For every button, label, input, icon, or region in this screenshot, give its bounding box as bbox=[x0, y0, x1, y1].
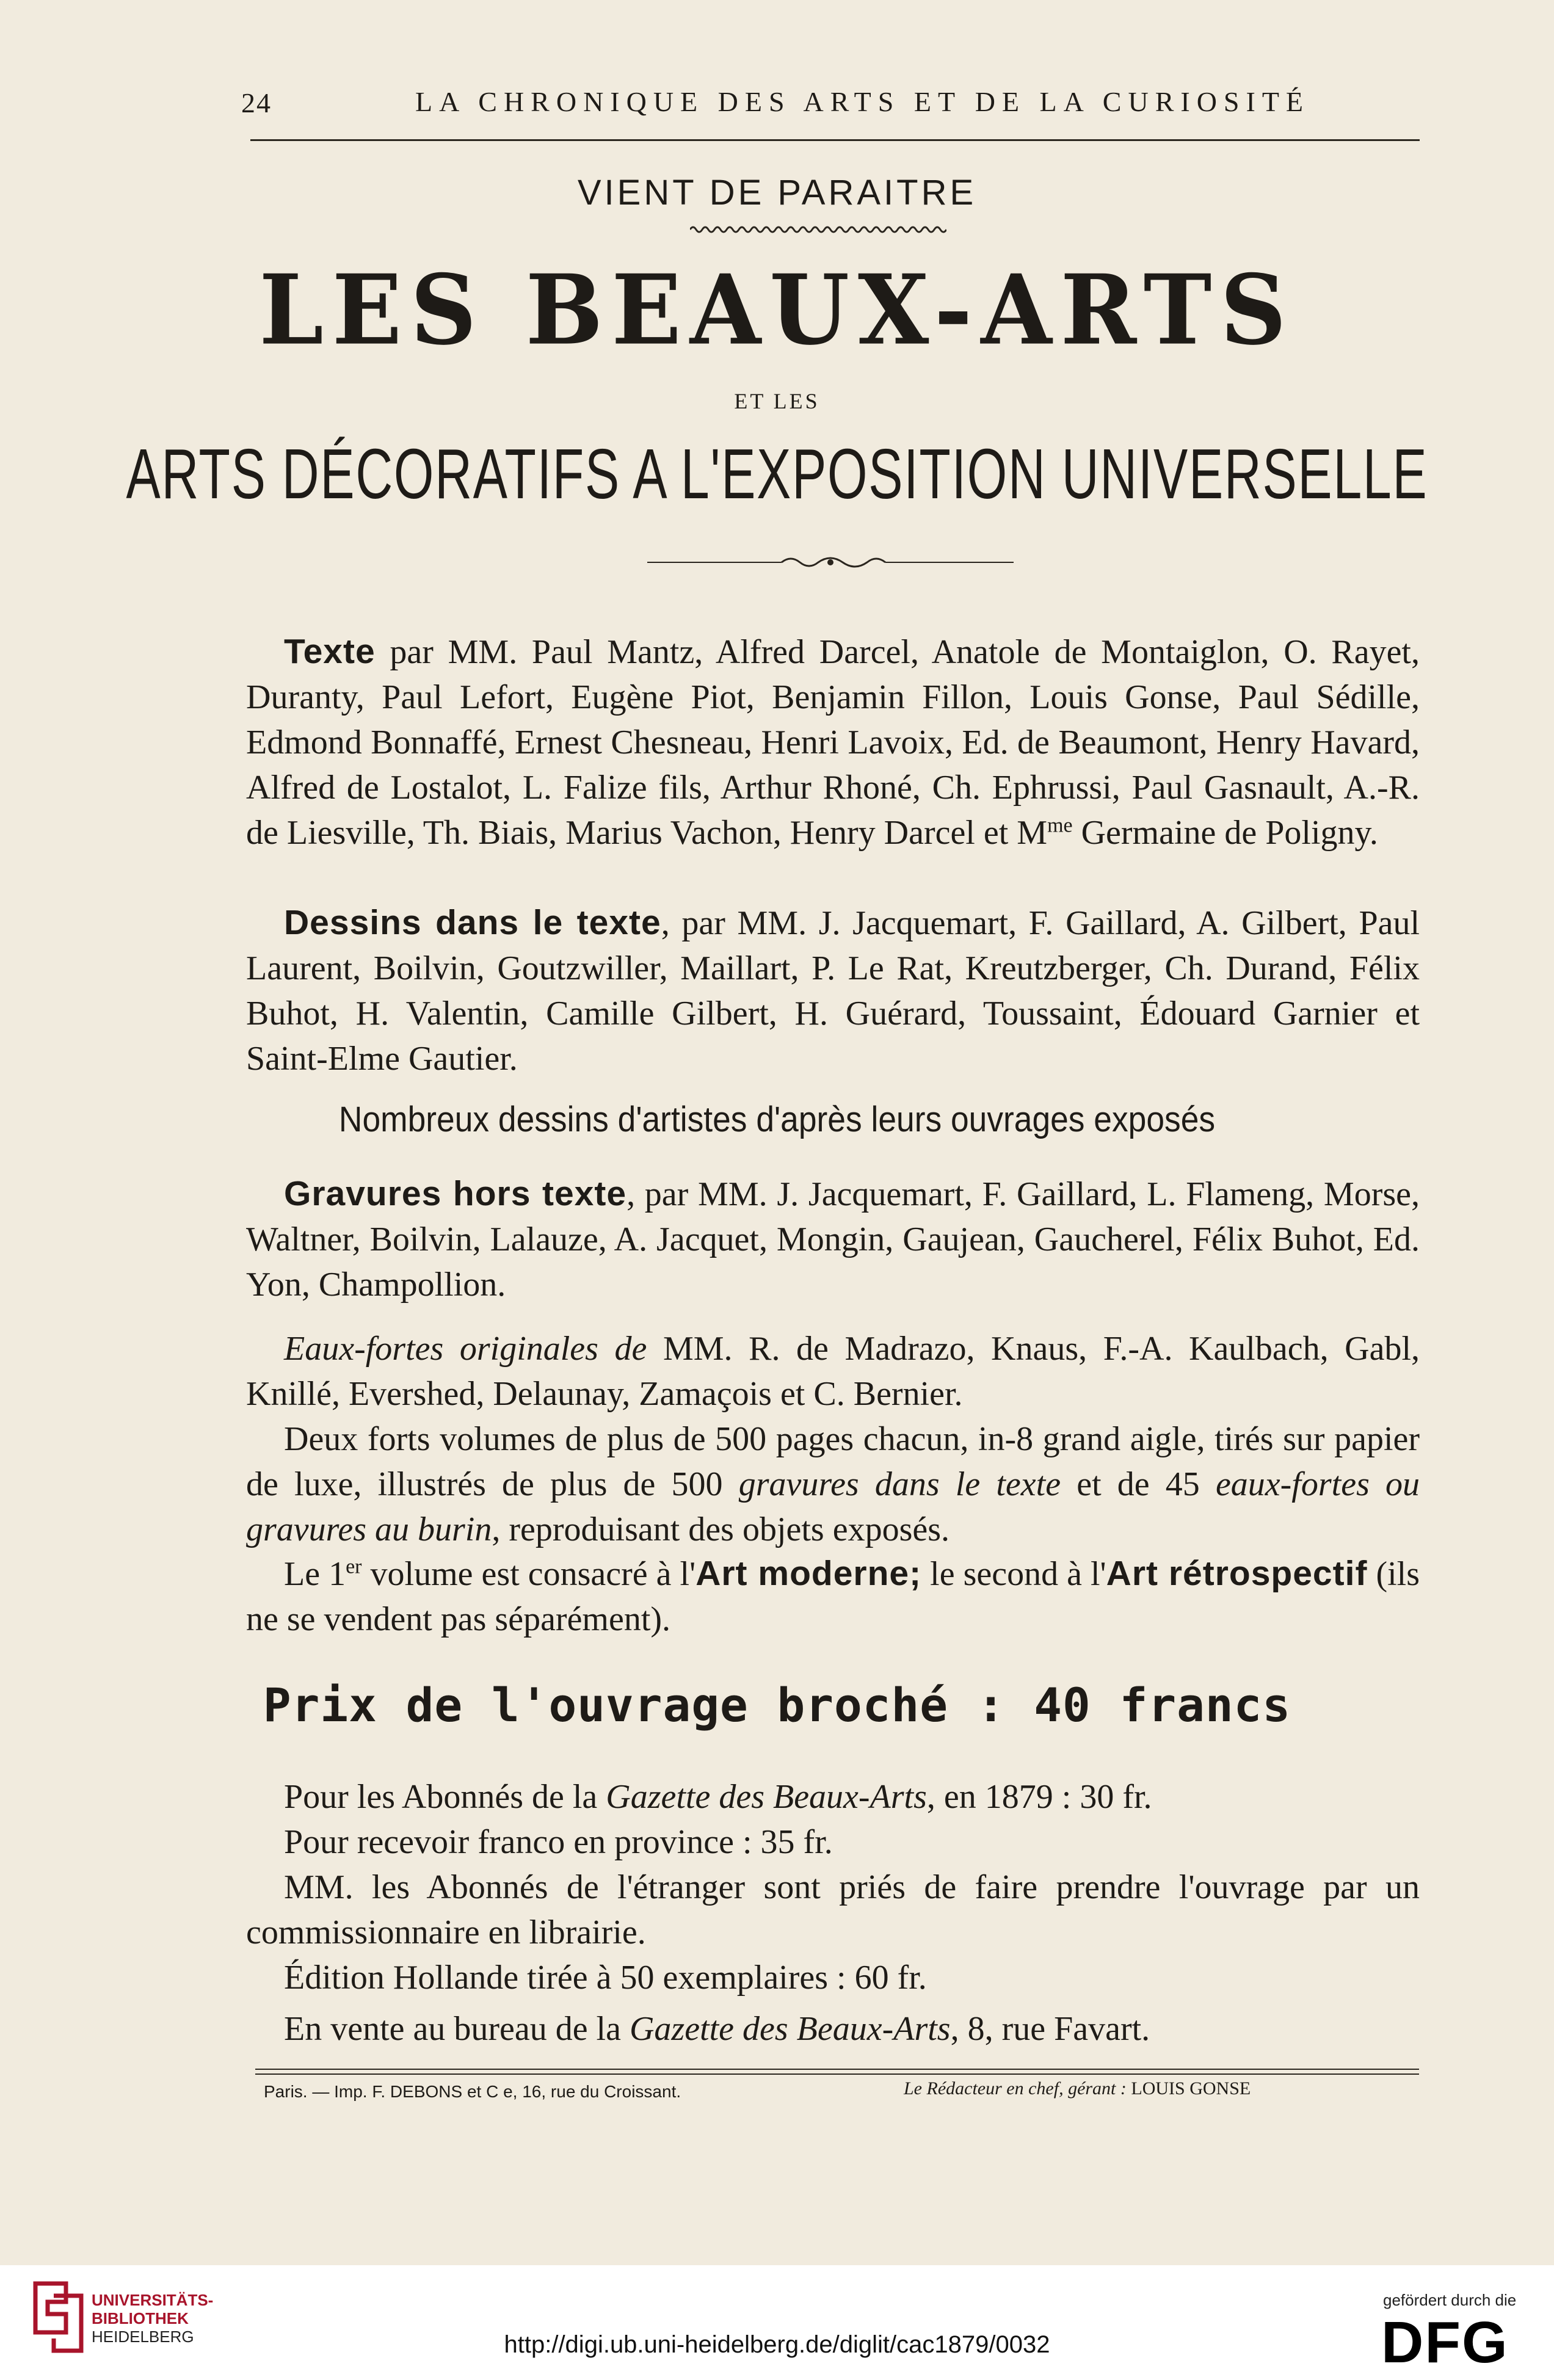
library-name-line-3: HEIDELBERG bbox=[92, 2327, 194, 2346]
texte-tail: Germaine de Poligny. bbox=[1072, 814, 1378, 852]
imprint-rule-bottom bbox=[255, 2073, 1419, 2075]
volumes-text-3: , reproduisant des objets exposés. bbox=[492, 1511, 950, 1548]
editor-name: LOUIS GONSE bbox=[1131, 2078, 1251, 2099]
texte-body: par MM. Paul Mantz, Alfred Darcel, Anatole de Montaiglon, O. Rayet, Duranty, Paul Lefort, Eugène Piot, Benjamin Fillon, Louis Gonse, Paul Sédille, Edmond Bonnaffé, Ernest Chesneau, Henri Lavoix, Ed. de Beaumont, Henry Havard, Alfred de Lostalot, L. Falize fils, Arthur Rhoné, Ch. Ephrussi, Paul Gasnault, A.-R. de Liesville, Th. Biais, Marius Vachon, Henry Darcel et M bbox=[246, 633, 1420, 852]
header-rule bbox=[250, 139, 1420, 141]
consacre-text-4: (ils ne se vendent pas séparément). bbox=[246, 1555, 1420, 1638]
funding-note: gefördert durch die bbox=[1383, 2291, 1517, 2309]
eaux-fortes-paragraph bbox=[246, 1326, 1420, 1417]
pricing-vente bbox=[246, 2006, 1420, 2052]
volumes-italic-1: gravures dans le texte bbox=[738, 1465, 1061, 1503]
editor-role: Le Rédacteur en chef, gérant : bbox=[904, 2078, 1131, 2099]
wavy-ornament bbox=[690, 223, 946, 236]
printer-imprint: Paris. — Imp. F. DEBONS et C e, 16, rue du Croissant. bbox=[264, 2082, 681, 2101]
footer-band bbox=[0, 2265, 1554, 2380]
art-retrospectif: Art rétrospectif bbox=[1106, 1554, 1368, 1593]
etranger-text: MM. les Abonnés de l'étranger sont priés de faire prendre l'ouvrage par un commissionnaire en librairie. bbox=[246, 1868, 1420, 1951]
vente-gazette: Gazette des Beaux-Arts bbox=[629, 2010, 951, 2048]
gravures-paragraph bbox=[246, 1171, 1420, 1307]
texte-sup: me bbox=[1047, 814, 1073, 837]
pricing-etranger bbox=[246, 1865, 1420, 1955]
hollande-text: Édition Hollande tirée à 50 exemplaires : 60 fr. bbox=[284, 1959, 927, 1997]
library-name-line-2: BIBLIOTHEK bbox=[92, 2309, 189, 2327]
flourish-ornament bbox=[647, 553, 1014, 571]
consacre-text-2: volume est consacré à l' bbox=[361, 1555, 696, 1593]
consacre-text-3: le second à l' bbox=[921, 1555, 1106, 1593]
dessins-label: Dessins dans le texte bbox=[284, 903, 661, 942]
gravures-body: , par MM. J. Jacquemart, F. Gaillard, L. Flameng, Morse, Waltner, Boilvin, Lalauze, A. Jacquet, Mongin, Gaujean, Gaucherel, Félix Buhot, Ed. Yon, Champollion. bbox=[246, 1175, 1420, 1304]
consacre-text-1: Le 1 bbox=[284, 1555, 346, 1593]
abonnes-price: , en 1879 : 30 fr. bbox=[926, 1778, 1152, 1816]
abonnes-gazette: Gazette des Beaux-Arts bbox=[606, 1778, 927, 1816]
dfg-logo: DFG bbox=[1381, 2310, 1509, 2375]
journal-title: LA CHRONIQUE DES ARTS ET DE LA CURIOSITÉ bbox=[415, 86, 1310, 117]
dessins-paragraph bbox=[246, 900, 1420, 1081]
subtitle: ARTS DÉCORATIFS A L'EXPOSITION UNIVERSELLE bbox=[126, 434, 1428, 513]
pricing-province bbox=[246, 1819, 1420, 1865]
imprint-rule-top bbox=[255, 2069, 1419, 2070]
pricing-hollande bbox=[246, 1955, 1420, 2000]
abonnes-text: Pour les Abonnés de la bbox=[284, 1778, 606, 1816]
permalink-url[interactable]: http://digi.ub.uni-heidelberg.de/diglit/cac1879/0032 bbox=[504, 2331, 1050, 2358]
eaux-fortes-label: Eaux-fortes originales de bbox=[284, 1330, 647, 1368]
art-moderne: Art moderne; bbox=[695, 1554, 922, 1593]
title-connector: ET LES bbox=[734, 389, 820, 413]
vente-text: En vente au bureau de la bbox=[284, 2010, 630, 2048]
volumes-text-2: et de 45 bbox=[1061, 1465, 1216, 1503]
vente-address: , 8, rue Favart. bbox=[950, 2010, 1150, 2048]
nombreux-line: Nombreux dessins d'artistes d'après leurs ouvrages exposés bbox=[338, 1100, 1216, 1139]
main-title: LES BEAUX-ARTS bbox=[259, 253, 1295, 367]
texte-label: Texte bbox=[284, 632, 376, 671]
province-text: Pour recevoir franco en province : 35 fr. bbox=[284, 1823, 833, 1861]
library-name-line-1: UNIVERSITÄTS- bbox=[92, 2291, 214, 2309]
editor-imprint bbox=[904, 2078, 1251, 2099]
gravures-label: Gravures hors texte bbox=[284, 1174, 627, 1213]
pricing-abonnes bbox=[246, 1774, 1420, 1819]
volumes-paragraph bbox=[246, 1417, 1420, 1552]
eaux-fortes-body: MM. R. de Madrazo, Knaus, F.-A. Kaulbach, Gabl, Knillé, Evershed, Delaunay, Zamaçois et C. Bernier. bbox=[246, 1330, 1420, 1413]
volumes-text-1: Deux forts volumes de plus de 500 pages chacun, in-8 grand aigle, tirés sur papier de luxe, illustrés de plus de 500 bbox=[246, 1420, 1420, 1503]
consacre-sup: er bbox=[346, 1555, 362, 1578]
volumes-italic-2: eaux-fortes ou gravures au burin bbox=[246, 1465, 1420, 1548]
texte-paragraph bbox=[246, 629, 1420, 855]
announcement-kicker: VIENT DE PARAITRE bbox=[577, 173, 977, 212]
page-number: 24 bbox=[241, 87, 272, 118]
price-heading: Prix de l'ouvrage broché : 40 francs bbox=[263, 1678, 1291, 1732]
consacre-paragraph bbox=[246, 1551, 1420, 1642]
dessins-body: , par MM. J. Jacquemart, F. Gaillard, A. Gilbert, Paul Laurent, Boilvin, Goutzwiller, Maillart, P. Le Rat, Kreutzberger, Ch. Durand, Félix Buhot, H. Valentin, Camille Gilbert, H. Guérard, Toussaint, Édouard Garnier et Saint-Elme Gautier. bbox=[246, 904, 1420, 1078]
